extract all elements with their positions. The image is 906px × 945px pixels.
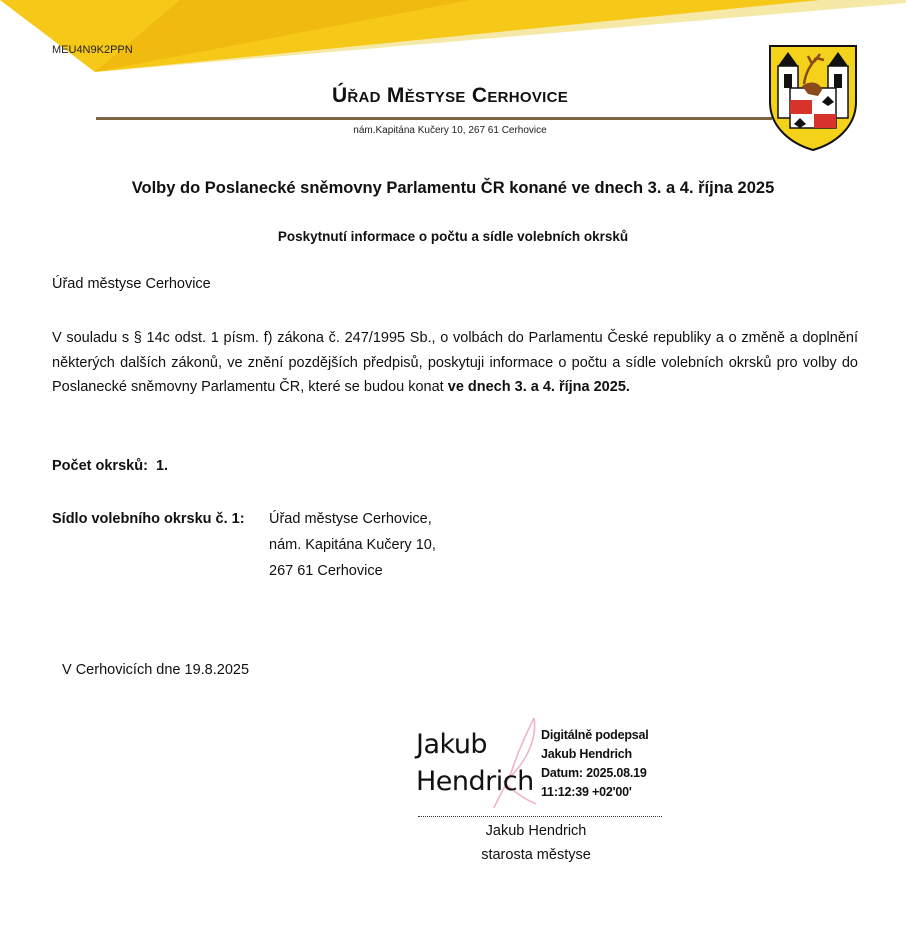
addressee: Úřad městyse Cerhovice [52, 276, 211, 292]
office-title: Úřad Městyse Cerhovice [331, 84, 569, 107]
signature-info-line-4: 11:12:39 +02'00' [541, 785, 632, 799]
signature-line [418, 816, 662, 817]
body-text: V souladu s § 14c odst. 1 písm. f) zákona č. 247/1995 Sb., o volbách do Parlamentu České republiky a o změně a doplnění některých dalších zákonů, ve znění pozdějších předpisů, poskytuji informace o počtu a sídle volebních okrsků pro volby do Poslanecké sněmovny Parlamentu ČR, které se budou konat [52, 330, 858, 395]
district-count-label: Počet okrsků: [52, 458, 148, 474]
seat-label: Sídlo volebního okrsku č. 1: [52, 511, 245, 527]
signature-info-line-1: Digitálně podepsal [541, 728, 649, 742]
place-date: V Cerhovicích dne 19.8.2025 [62, 662, 250, 678]
seat-line-1: Úřad městyse Cerhovice, [269, 511, 432, 527]
election-title: Volby do Poslanecké sněmovny Parlamentu ČR konané ve dnech 3. a 4. října 2025 [131, 179, 775, 197]
signer-name: Jakub Hendrich [485, 823, 587, 839]
header-rule [96, 117, 772, 120]
document-subtitle: Poskytnutí informace o počtu a sídle volebních okrsků [277, 229, 629, 244]
signature-info-line-2: Jakub Hendrich [541, 747, 632, 761]
seat-line-2: nám. Kapitána Kučery 10, [269, 537, 436, 553]
signature-first-name: Jakub [416, 729, 488, 760]
document-id: MEU4N9K2PPN [52, 44, 133, 56]
signature-last-name: Hendrich [416, 766, 534, 797]
signature-info-line-3: Datum: 2025.08.19 [541, 766, 647, 780]
signer-role: starosta městyse [481, 847, 591, 863]
coat-of-arms-icon [768, 44, 858, 152]
seat-line-3: 267 61 Cerhovice [269, 563, 383, 579]
office-address: nám.Kapitána Kučery 10, 267 61 Cerhovice [353, 125, 547, 136]
district-count-value: 1. [155, 458, 169, 474]
district-count-row [52, 458, 168, 474]
body-paragraph [52, 326, 858, 400]
body-text-bold: ve dnech 3. a 4. října 2025. [447, 379, 630, 395]
